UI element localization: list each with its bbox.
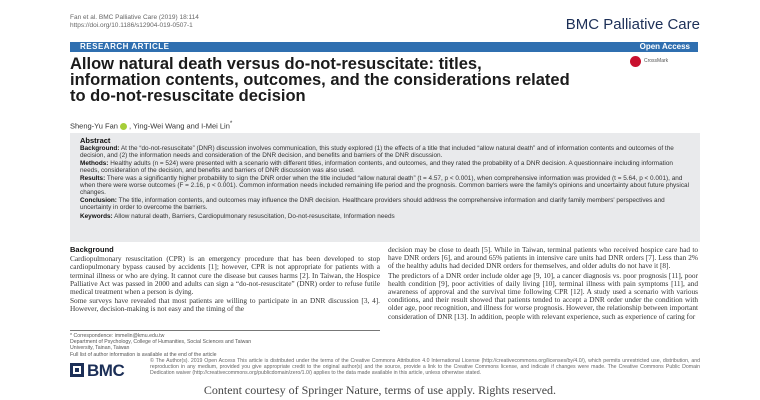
abstract-section-text: Healthy adults (n = 524) were presented with a scenario with different titles, information contents, and outcomes, and they rated the probability of a DNR decision. A questionnaire including information needs, consideration of the decision, and benefits and barriers of DNR discussion was also used. xyxy=(80,159,673,175)
citation-line: Fan et al. BMC Palliative Care (2019) 18:114 xyxy=(70,14,199,21)
body-paragraph: decision may be close to death [5]. While in Taiwan, terminal patients who received hospice care had to have DNR orders [6], and around 65% patients in intensive care units had DNR orders [7]. Less than 2% of the healthy adults had decided DNR orders for themselves, and older adults do not have it [8]. xyxy=(388,246,698,271)
doi-link[interactable]: https://doi.org/10.1186/s12904-019-0507-1 xyxy=(70,21,193,29)
abstract-keywords xyxy=(80,213,690,220)
author-name[interactable]: Sheng-Yu Fan xyxy=(70,121,118,131)
abstract-methods xyxy=(80,160,690,175)
courtesy-notice: Content courtesy of Springer Nature, terms of use apply. Rights reserved. xyxy=(203,383,557,397)
license-text: © The Author(s). 2019 Open Access This article is distributed under the terms of the Creative Commons Attribution 4.0 International License (http://creativecommons.org/licenses/by/4.0/), which permits unrestricted use, distribution, and reproduction in any medium, provided you give appropriate credit to the original author(s) and the source, provide a link to the Creative Commons license, and indicate if changes were made. The Creative Commons Public Domain Dedication waiver (http://creativecommons.org/publicdomain/zero/1.0/) applies to the data made available in this article, unless otherwise stated. xyxy=(150,358,700,377)
abstract-box xyxy=(70,133,700,242)
author-name[interactable]: I-Mei Lin xyxy=(201,121,230,131)
article-title: Allow natural death versus do-not-resuscitate: titles, information contents, outcomes, and the considerations related to do-not-resuscitate decision xyxy=(70,55,570,105)
body-paragraph: Some surveys have revealed that most patients are willing to participate in an DNR discussion [3, 4]. However, decision-making is not easy and the timing of the xyxy=(70,296,380,314)
abstract-heading: Abstract xyxy=(80,136,111,145)
abstract-results xyxy=(80,175,690,197)
citation xyxy=(70,14,199,29)
affiliation-line: University, Tainan, Taiwan xyxy=(70,345,130,352)
bmc-logo-icon xyxy=(70,363,84,377)
crossmark-label: CrossMark xyxy=(644,58,669,64)
orcid-icon[interactable] xyxy=(120,123,127,130)
correspondence-footnote xyxy=(70,330,380,358)
body-column-right xyxy=(388,246,698,336)
article-banner xyxy=(70,42,698,52)
abstract-section-text: Allow natural death, Barriers, Cardiopulmonary resuscitation, Do-not-resuscitate, Information needs xyxy=(114,212,395,220)
author-name[interactable]: Ying-Wei Wang xyxy=(133,121,185,131)
abstract-background xyxy=(80,145,690,160)
affiliation-line: Department of Psychology, College of Humanities, Social Sciences and Taiwan xyxy=(70,339,252,346)
article-type-label: RESEARCH ARTICLE xyxy=(80,42,170,51)
abstract-section-label: Methods: xyxy=(80,159,109,167)
abstract-section-label: Conclusion: xyxy=(80,196,117,204)
correspondence-email[interactable]: * Correspondence: immelin@kmu.edu.tw xyxy=(70,333,165,339)
author-info-note: Full list of author information is available at the end of the article xyxy=(70,351,217,358)
crossmark-icon xyxy=(630,56,641,67)
abstract-section-text: At the “do-not-resuscitate” (DNR) discussion involves communication, this study explored (1) the effects of a title that included “allow natural death” and of information contents and outcomes of the decision, and (2) the information needs and consideration of the DNR decision, and benefits and barriers of the DNR discussion. xyxy=(80,145,674,160)
body-paragraph: The predictors of a DNR order include older age [9, 10], a cancer diagnosis vs. poor prognosis [11], poor health condition [9], poor activities of daily living [10], terminal illness with pain symptoms [11], and awareness of approval and the survival time following CPR [12]. A study used a scenario with various conditions, and their result showed that patients tended to accept a DNR order under the condition with older age, poor recognition, and illness for worse prognosis. However, the relationship between important consideration of DNR [13]. In addition, people with relevant experience, such as experience of caring for xyxy=(388,270,698,321)
abstract-section-text: The title, information contents, and outcomes may influence the DNR decision. Healthcare providers should address the comprehensive information and clarify family members' perspectives and uncertainty in order to overcome the barriers. xyxy=(80,196,665,212)
abstract-section-label: Background: xyxy=(80,145,120,152)
journal-name: BMC Palliative Care xyxy=(565,16,700,33)
abstract-section-label: Results: xyxy=(80,174,106,182)
body-column-left xyxy=(70,246,380,325)
abstract-section-text: There was a significantly higher probability to sign the DNR order when the title included “allow natural death” (t = 4.57, p < 0.001), when comprehensive information was provided (t = 5.64, p < 0.001), and when there were worse outcomes (F = 2.16, p < 0.001). Common information needs included remaining life period and the prognosis. Common barriers were the family's opinions and uncertainty about future physical changes. xyxy=(80,174,690,197)
body-paragraph: Cardiopulmonary resuscitation (CPR) is an emergency procedure that has been developed to stop cardiopulmonary bypass caused by accidents [1]; however, CPR is not appropriate for patients with a terminal illness or who are dying. It cannot cure the disease but causes harms [2]. In Taiwan, the Hospice Palliative Act was passed in 2000 and adults can sign a “do-not-resuscitate” (DNR) order to refuse futile medical treatment when a person is dying. xyxy=(70,254,380,297)
bmc-logo-text: BMC xyxy=(87,361,125,380)
bmc-logo xyxy=(70,360,130,382)
open-access-label: Open Access xyxy=(639,42,690,51)
masthead xyxy=(70,14,700,36)
abstract-section-label: Keywords: xyxy=(80,212,113,220)
abstract-conclusion xyxy=(80,197,690,212)
section-heading: Background xyxy=(70,246,114,254)
author-list: Sheng-Yu Fan , Ying-Wei Wang and I-Mei Lin* xyxy=(70,120,233,131)
crossmark-badge[interactable] xyxy=(630,56,690,68)
